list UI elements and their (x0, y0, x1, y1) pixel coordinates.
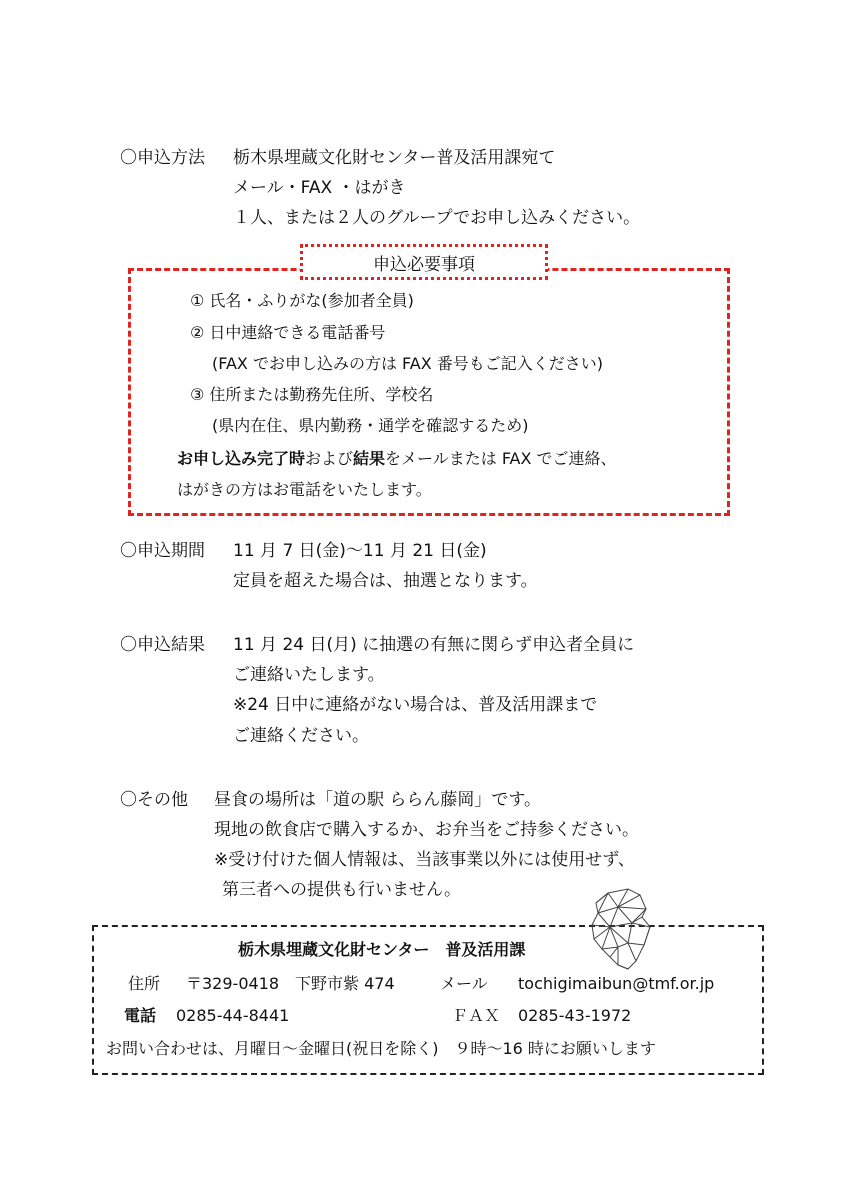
requirement-item-3: ③ 住所または勤務先住所、学校名 (190, 385, 434, 404)
requirements-notice (177, 451, 617, 467)
result-line-4: ご連絡ください。 (233, 726, 369, 746)
requirements-title: 申込必要事項 (300, 244, 548, 280)
other-line-1: 昼食の場所は「道の駅 ららん藤岡」です。 (214, 790, 542, 810)
requirement-item-2-note: (FAX でお申し込みの方は FAX 番号もご記入ください) (212, 354, 604, 373)
other-line-3: ※受け付けた個人情報は、当該事業以外には使用せず、 (214, 850, 635, 870)
apply-method-heading: 〇申込方法 (120, 148, 205, 168)
notice-result: 結果 (353, 449, 386, 468)
period-heading: 〇申込期間 (120, 541, 205, 561)
result-line-3: ※24 日中に連絡がない場合は、普及活用課まで (233, 695, 598, 715)
fax-label: ＦＡＸ (452, 1006, 501, 1025)
other-line-2: 現地の飲食店で購入するか、お弁当をご持参ください。 (214, 820, 639, 840)
other-line-4: 第三者への提供も行いません。 (222, 880, 462, 900)
requirements-notice-line-2: はがきの方はお電話をいたします。 (177, 480, 432, 499)
prefecture-logo-icon (588, 887, 652, 971)
apply-method-line-1: 栃木県埋蔵文化財センター普及活用課宛て (233, 148, 556, 168)
mail-label: メール (440, 974, 488, 993)
fax-value: 0285-43-1972 (518, 1006, 632, 1025)
period-line-1: 11 月 7 日(金)～11 月 21 日(金) (233, 541, 487, 561)
apply-method-line-2: メール・FAX ・はがき (233, 178, 406, 198)
contact-org: 栃木県埋蔵文化財センター 普及活用課 (238, 940, 526, 959)
address-value: 〒329-0418 下野市紫 474 (186, 974, 395, 993)
result-line-2: ご連絡いたします。 (233, 665, 385, 685)
contact-hours: お問い合わせは、月曜日～金曜日(祝日を除く) ９時～16 時にお願いします (106, 1039, 656, 1058)
notice-rest: をメールまたは FAX でご連絡、 (385, 449, 617, 468)
notice-and: および (305, 449, 354, 468)
tel-label: 電話 (124, 1006, 157, 1025)
tel-value: 0285-44-8441 (176, 1006, 290, 1025)
result-line-1: 11 月 24 日(月) に抽選の有無に関らず申込者全員に (233, 635, 635, 655)
apply-method-line-3: １人、または２人のグループでお申し込みください。 (233, 208, 641, 228)
requirement-item-3-note: (県内在住、県内勤務・通学を確認するため) (212, 416, 529, 435)
period-line-2: 定員を超えた場合は、抽選となります。 (233, 571, 538, 591)
requirement-item-2: ② 日中連絡できる電話番号 (190, 323, 386, 342)
notice-complete: お申し込み完了時 (177, 449, 306, 468)
address-label: 住所 (128, 974, 161, 993)
mail-value[interactable]: tochigimaibun@tmf.or.jp (518, 974, 715, 993)
other-heading: 〇その他 (120, 790, 188, 810)
requirement-item-1: ① 氏名・ふりがな(参加者全員) (190, 291, 414, 310)
result-heading: 〇申込結果 (120, 635, 205, 655)
